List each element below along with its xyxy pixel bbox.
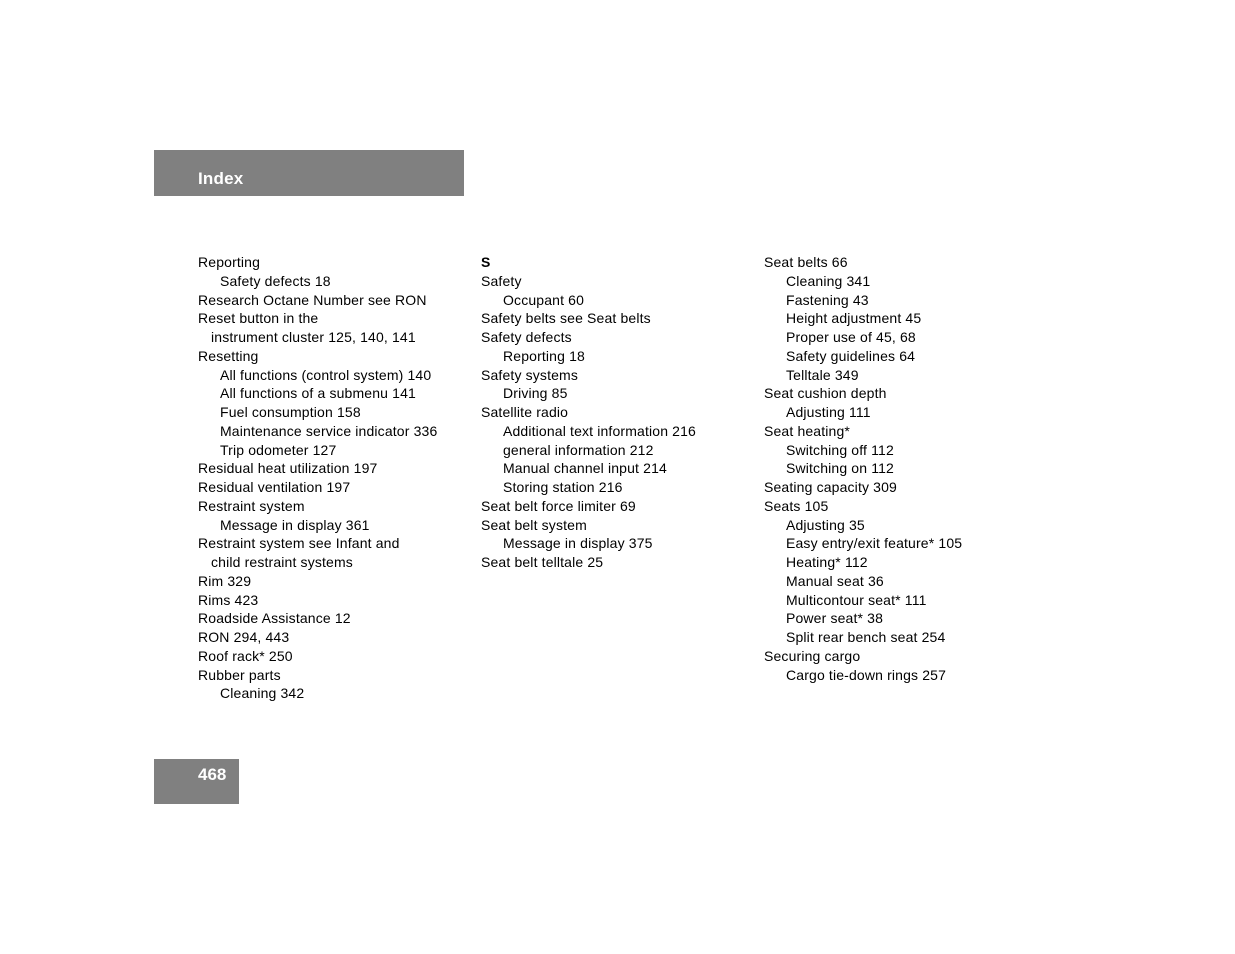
index-entry: Seat heating* — [764, 422, 851, 439]
index-entry: Residual heat utilization 197 — [198, 460, 378, 477]
index-entry: Reset button in the — [198, 310, 319, 327]
index-entry: Safety defects — [481, 329, 572, 345]
index-entry: Reporting — [198, 254, 261, 270]
index-subentry: Trip odometer 127 — [220, 441, 337, 458]
index-subentry: Safety guidelines 64 — [786, 347, 916, 364]
index-subentry: Safety defects 18 — [220, 272, 331, 289]
page-title: Index — [198, 169, 244, 188]
index-subentry: Switching on 112 — [786, 460, 894, 477]
index-entry: Resetting — [198, 347, 259, 364]
index-entry: RON 294, 443 — [198, 629, 290, 645]
index-subentry: Maintenance service indicator 336 — [220, 422, 438, 439]
index-subentry: Fuel consumption 158 — [220, 404, 361, 420]
index-subentry: Power seat* 38 — [786, 610, 884, 627]
index-subentry: Message in display 361 — [220, 516, 370, 533]
index-entry: Satellite radio — [481, 404, 569, 420]
index-subentry: general information 212 — [503, 441, 654, 458]
index-column-1 — [198, 253, 437, 703]
index-entry-continuation: instrument cluster 125, 140, 141 — [211, 329, 416, 345]
index-subentry: Cleaning 342 — [220, 685, 305, 702]
index-subentry: Fastening 43 — [786, 291, 869, 308]
index-subentry: Easy entry/exit feature* 105 — [786, 535, 963, 552]
index-subentry: Proper use of 45, 68 — [786, 329, 916, 345]
index-entry: Seats 105 — [764, 497, 829, 514]
index-subentry: Adjusting 111 — [786, 404, 871, 420]
index-entry-continuation: child restraint systems — [211, 554, 353, 570]
index-entry: Seat belt telltale 25 — [481, 554, 604, 570]
index-subentry: Split rear bench seat 254 — [786, 629, 946, 645]
index-subentry: Cargo tie-down rings 257 — [786, 666, 947, 683]
index-entry: Restraint system — [198, 497, 305, 514]
index-section-letter: S — [481, 254, 491, 270]
index-entry: Seating capacity 309 — [764, 479, 897, 495]
index-entry: Roadside Assistance 12 — [198, 610, 351, 627]
index-subentry: Height adjustment 45 — [786, 310, 922, 327]
index-entry: Seat belts 66 — [764, 254, 848, 270]
index-header-bar — [154, 150, 464, 196]
index-entry: Securing cargo — [764, 647, 861, 664]
index-entry: Safety — [481, 272, 522, 289]
index-entry: Safety belts see Seat belts — [481, 310, 651, 327]
index-subentry: Heating* 112 — [786, 554, 868, 570]
index-column-2 — [481, 253, 696, 572]
index-subentry: Reporting 18 — [503, 347, 585, 364]
index-subentry: Message in display 375 — [503, 535, 653, 552]
index-subentry: All functions (control system) 140 — [220, 366, 432, 383]
index-entry: Rubber parts — [198, 666, 281, 683]
index-entry: Residual ventilation 197 — [198, 479, 351, 495]
index-entry: Safety systems — [481, 366, 579, 383]
index-subentry: Cleaning 341 — [786, 272, 871, 289]
index-entry: Seat belt system — [481, 516, 587, 533]
index-entry: Restraint system see Infant and — [198, 535, 400, 552]
index-entry: Roof rack* 250 — [198, 647, 293, 664]
index-entry: Rims 423 — [198, 591, 259, 608]
index-entry: Rim 329 — [198, 572, 252, 589]
page-number-tab — [154, 759, 239, 804]
index-subentry: Storing station 216 — [503, 479, 623, 495]
index-subentry: Switching off 112 — [786, 441, 894, 458]
index-subentry: Multicontour seat* 111 — [786, 591, 927, 608]
index-subentry: Manual channel input 214 — [503, 460, 667, 477]
index-entry: Research Octane Number see RON — [198, 291, 427, 308]
index-subentry: Occupant 60 — [503, 291, 585, 308]
index-entry: Seat belt force limiter 69 — [481, 497, 636, 514]
index-subentry: Manual seat 36 — [786, 572, 884, 589]
index-column-3 — [764, 253, 962, 684]
page-number: 468 — [198, 765, 227, 784]
index-subentry: Driving 85 — [503, 385, 568, 402]
index-subentry: Telltale 349 — [786, 366, 859, 383]
index-subentry: All functions of a submenu 141 — [220, 385, 416, 402]
index-entry: Seat cushion depth — [764, 385, 887, 402]
index-subentry: Adjusting 35 — [786, 516, 865, 533]
index-subentry: Additional text information 216 — [503, 422, 696, 439]
